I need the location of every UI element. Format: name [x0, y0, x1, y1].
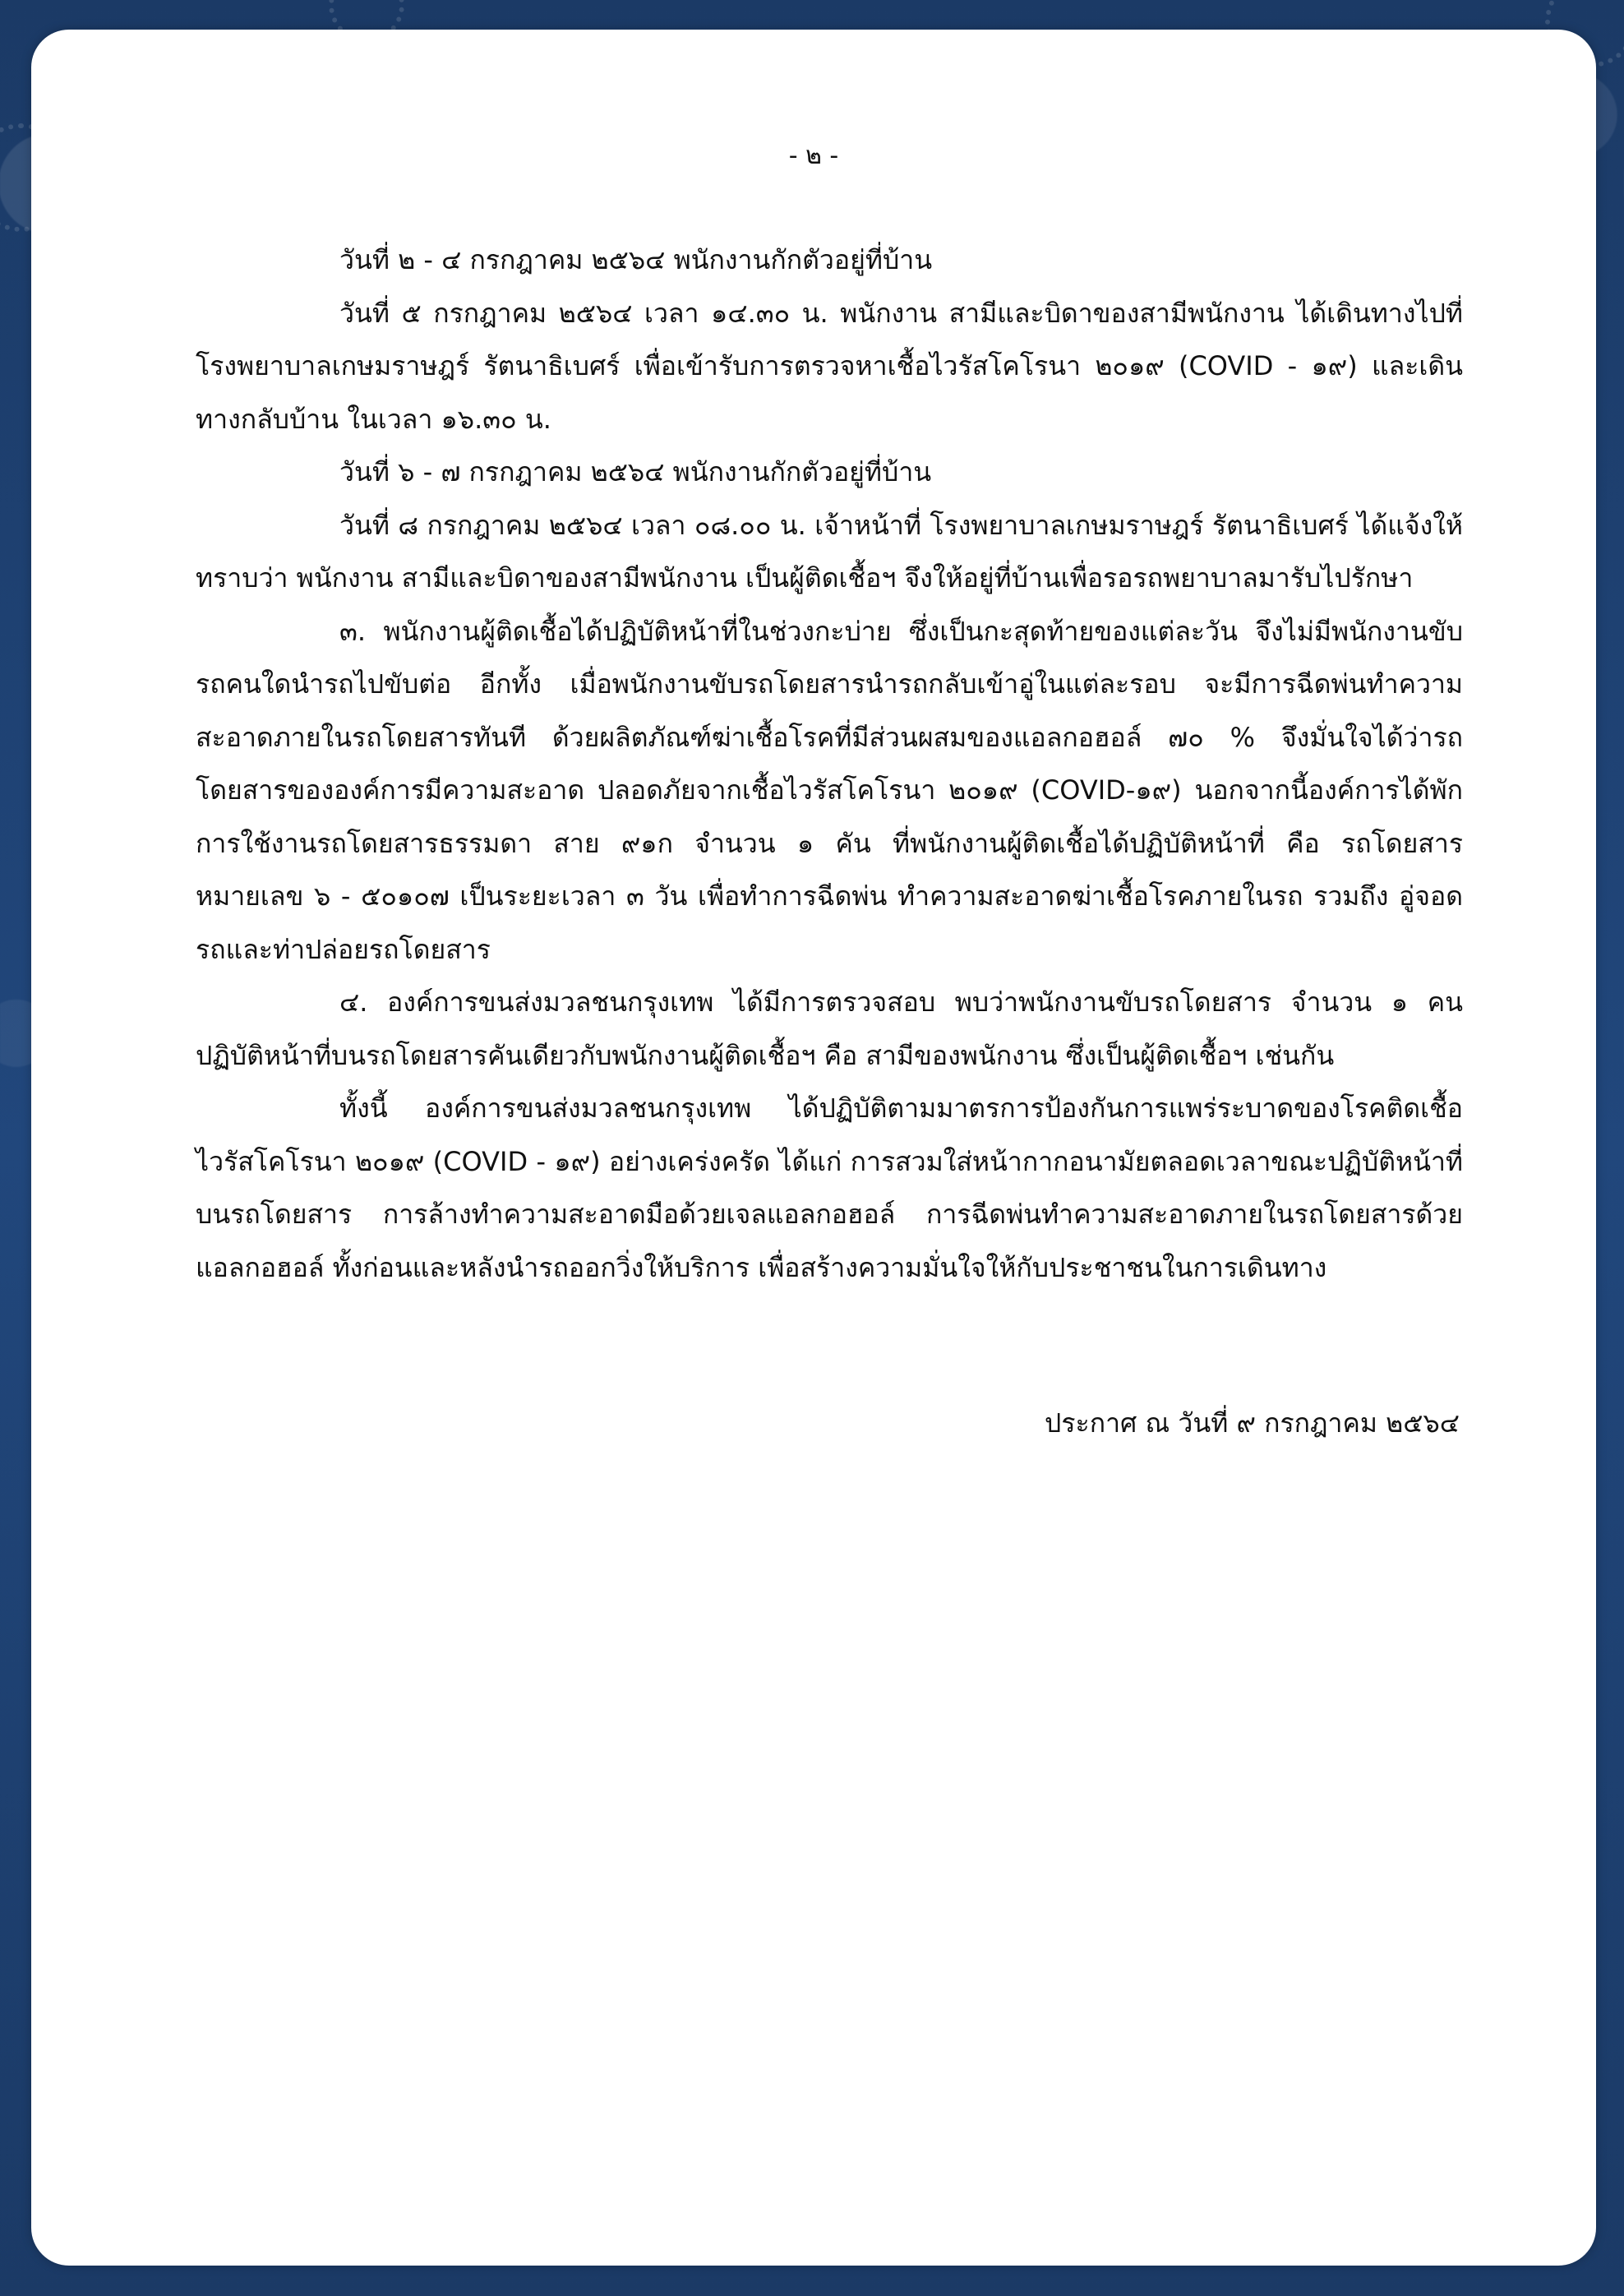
paragraph-item-3: ๓. พนักงานผู้ติดเชื้อได้ปฏิบัติหน้าที่ในช่วงกะบ่าย ซึ่งเป็นกะสุดท้ายของแต่ละวัน จึงไม่มีพนักงานขับรถคนใดนำรถไปขับต่อ อีกทั้ง เมื่อพนักงานขับรถโดยสารนำรถกลับเข้าอู่ในแต่ละรอบ จะมีการฉีดพ่นทำความสะอาดภายในรถโดยสารทันที ด้วยผลิตภัณฑ์ฆ่าเชื้อโรคที่มีส่วนผสมของแอลกอฮอล์ ๗๐ % จึงมั่นใจได้ว่ารถโดยสารขององค์การมีความสะอาด ปลอดภัยจากเชื้อไวรัสโคโรนา ๒๐๑๙ (COVID-๑๙) นอกจากนี้องค์การได้พักการใช้งานรถโดยสารธรรมดา สาย ๙๑ก จำนวน ๑ คัน ที่พนักงานผู้ติดเชื้อได้ปฏิบัติหน้าที่ คือ รถโดยสารหมายเลข ๖ - ๕๐๑๐๗ เป็นระยะเวลา ๓ วัน เพื่อทำการฉีดพ่น ทำความสะอาดฆ่าเชื้อโรคภายในรถ รวมถึง อู่จอดรถและท่าปล่อยรถโดยสาร [196, 615, 1463, 965]
page-number: - ๒ - [788, 141, 839, 170]
paragraph-jul-6-7: วันที่ ๖ - ๗ กรกฎาคม ๒๕๖๔ พนักงานกักตัวอยู่ที่บ้าน [339, 456, 932, 487]
document-body [196, 233, 1463, 1294]
paragraph-jul-5: วันที่ ๕ กรกฎาคม ๒๕๖๔ เวลา ๑๔.๓๐ น. พนักงาน สามีและบิดาของสามีพนักงาน ได้เดินทางไปที่ โรงพยาบาลเกษมราษฎร์ รัตนาธิเบศร์ เพื่อเข้ารับการตรวจหาเชื้อไวรัสโคโรนา ๒๐๑๙ (COVID - ๑๙) และเดินทางกลับบ้าน ในเวลา ๑๖.๓๐ น. [196, 297, 1464, 435]
document-page [31, 30, 1596, 2266]
announcement-date: ประกาศ ณ วันที่ ๙ กรกฎาคม ๒๕๖๔ [1045, 1407, 1460, 1439]
paragraph-item-4: ๔. องค์การขนส่งมวลชนกรุงเทพ ได้มีการตรวจสอบ พบว่าพนักงานขับรถโดยสาร จำนวน ๑ คน ปฏิบัติหน้าที่บนรถโดยสารคันเดียวกับพนักงานผู้ติดเชื้อฯ คือ สามีของพนักงาน ซึ่งเป็นผู้ติดเชื้อฯ เช่นกัน [196, 986, 1463, 1071]
paragraph-measures: ทั้งนี้ องค์การขนส่งมวลชนกรุงเทพ ได้ปฏิบัติตามมาตรการป้องกันการแพร่ระบาดของโรคติดเชื้อไวรัสโคโรนา ๒๐๑๙ (COVID - ๑๙) อย่างเคร่งครัด ได้แก่ การสวมใส่หน้ากากอนามัยตลอดเวลาขณะปฏิบัติหน้าที่บนรถโดยสาร การล้างทำความสะอาดมือด้วยเจลแอลกอฮอล์ การฉีดพ่นทำความสะอาดภายในรถโดยสารด้วยแอลกอฮอล์ ทั้งก่อนและหลังนำรถออกวิ่งให้บริการ เพื่อสร้างความมั่นใจให้กับประชาชนในการเดินทาง [196, 1093, 1463, 1283]
paragraph-jul-2-4: วันที่ ๒ - ๔ กรกฎาคม ๒๕๖๔ พนักงานกักตัวอยู่ที่บ้าน [339, 244, 933, 275]
paragraph-jul-8: วันที่ ๘ กรกฎาคม ๒๕๖๔ เวลา ๐๘.๐๐ น. เจ้าหน้าที่ โรงพยาบาลเกษมราษฎร์ รัตนาธิเบศร์ ได้แจ้งให้ทราบว่า พนักงาน สามีและบิดาของสามีพนักงาน เป็นผู้ติดเชื้อฯ จึงให้อยู่ที่บ้านเพื่อรอรถพยาบาลมารับไปรักษา [196, 509, 1464, 594]
